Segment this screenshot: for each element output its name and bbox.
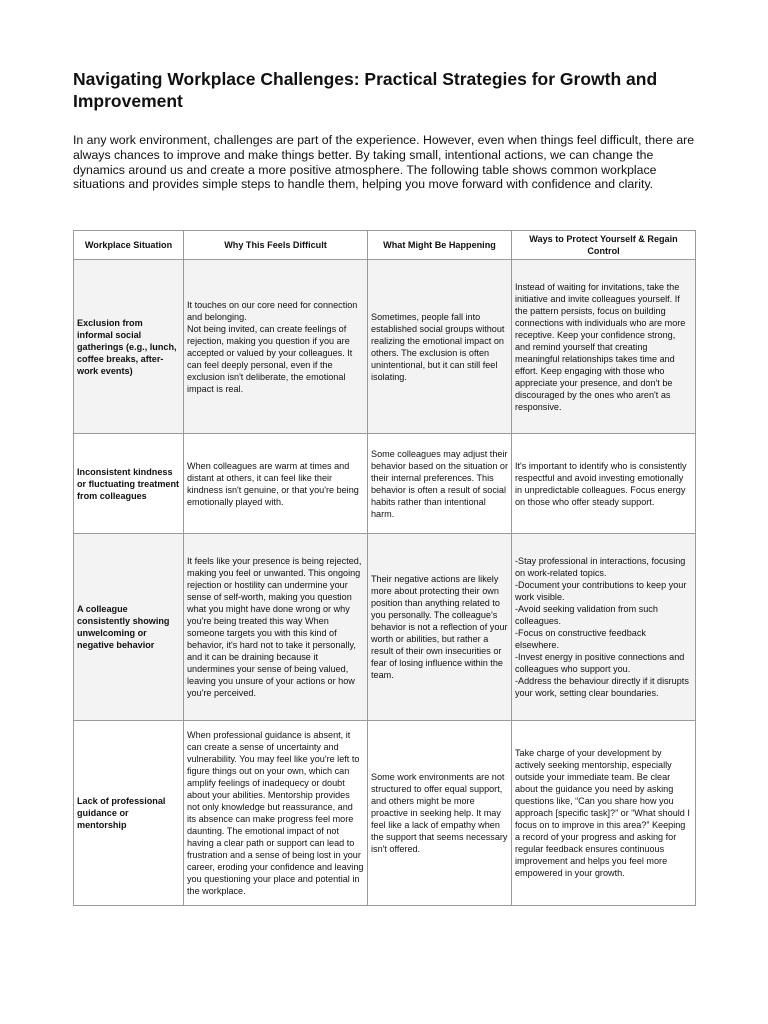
- intro-paragraph: In any work environment, challenges are part of the experience. However, even when things feel difficult, there are always chances to improve and make things better. By taking small, intentional actions, we can change the dynamics around us and create a more positive atmosphere. The following table shows common workplace situations and provides simple steps to handle them, helping you move forward with confidence and clarity.: [73, 133, 695, 192]
- happening-cell: Some work environments are not structured to offer equal support, and others might be more proactive in seeking help. It may feel like a lack of empathy when the support that seems necessary isn't offered.: [368, 721, 512, 906]
- happening-cell: Some colleagues may adjust their behavior based on the situation or their internal preferences. This behavior is often a result of social habits rather than intentional harm.: [368, 434, 512, 534]
- header-what-happening: What Might Be Happening: [368, 231, 512, 260]
- table-row: [74, 260, 696, 434]
- header-workplace-situation: Workplace Situation: [74, 231, 184, 260]
- table-row: [74, 721, 696, 906]
- situation-cell: Inconsistent kindness or fluctuating treatment from colleagues: [74, 434, 184, 534]
- table-header-row: [74, 231, 696, 260]
- ways-cell: Take charge of your development by actively seeking mentorship, especially outside your immediate team. Be clear about the guidance you need by asking questions like, “Can you share how you approach [specific task]?” or “What should I focus on to improve in this area?” Keeping a record of your progress and asking for regular feedback ensures continuous improvement and helps you feel more empowered in your growth.: [512, 721, 696, 906]
- ways-cell: -Stay professional in interactions, focusing on work-related topics. -Document your contributions to keep your work visible. -Avoid seeking validation from such colleagues. -Focus on constructive feedback elsewhere. -Invest energy in positive connections and colleagues who support you. -Address the behaviour directly if it disrupts your work, setting clear boundaries.: [512, 534, 696, 721]
- why-cell: It feels like your presence is being rejected, making you feel or unwanted. This ongoing rejection or hostility can undermine your sense of self-worth, making you question what you might have done wrong or why you're being treated this way When someone targets you with this kind of behavior, it's hard not to take it personally, and it can be draining because it undermines your sense of being valued, leaving you unsure of your actions or how you're perceived.: [184, 534, 368, 721]
- why-cell: When professional guidance is absent, it can create a sense of uncertainty and vulnerability. You may feel like you're left to figure things out on your own, which can amplify feelings of inadequecy or doubt about your abilities. Mentorship provides not only knowledge but reassurance, and its absence can make progress feel more daunting. The emotional impact of not having a clear path or support can lead to frustration and a sense of being lost in your career, eroding your confidence and leaving you questioning your place and potential in the workplace.: [184, 721, 368, 906]
- header-ways-to-protect: Ways to Protect Yourself & Regain Control: [512, 231, 696, 260]
- strategies-table: [73, 230, 696, 906]
- ways-cell: It's important to identify who is consistently respectful and avoid investing emotionally in unpredictable colleagues. Focus energy on those who offer steady support.: [512, 434, 696, 534]
- happening-cell: Sometimes, people fall into established social groups without realizing the emotional impact on others. The exclusion is often unintentional, but it can still feel isolating.: [368, 260, 512, 434]
- table-row: [74, 534, 696, 721]
- situation-cell: A colleague consistently showing unwelcoming or negative behavior: [74, 534, 184, 721]
- why-cell: When colleagues are warm at times and distant at others, it can feel like their kindness isn't genuine, or that you're being emotionally played with.: [184, 434, 368, 534]
- document-title: Navigating Workplace Challenges: Practical Strategies for Growth and Improvement: [73, 69, 658, 111]
- header-why-difficult: Why This Feels Difficult: [184, 231, 368, 260]
- why-cell: It touches on our core need for connection and belonging. Not being invited, can create feelings of rejection, making you question if you are accepted or valued by your colleagues. It can feel deeply personal, even if the exclusion isn't deliberate, the emotional impact is real.: [184, 260, 368, 434]
- table-row: [74, 434, 696, 534]
- happening-cell: Their negative actions are likely more about protecting their own position than anything related to you personally. The colleague's behavior is not a reflection of your worth or abilities, but rather a result of their own insecurities or fear of losing influence within the team.: [368, 534, 512, 721]
- situation-cell: Exclusion from informal social gatherings (e.g., lunch, coffee breaks, after-work events): [74, 260, 184, 434]
- ways-cell: Instead of waiting for invitations, take the initiative and invite colleagues yourself. If the pattern persists, focus on building connections with individuals who are more receptive. Keep your confidence strong, and remind yourself that creating meaningful relationships takes time and effort. Keep engaging with those who appreciate your presence, and don't be discouraged by the ones who aren't as responsive.: [512, 260, 696, 434]
- document-page: [73, 68, 695, 896]
- situation-cell: Lack of professional guidance or mentorship: [74, 721, 184, 906]
